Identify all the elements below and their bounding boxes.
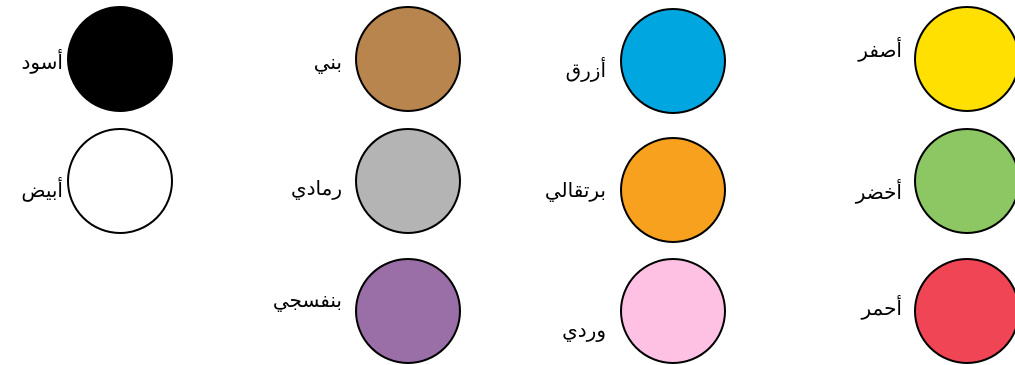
white-label: أبيض — [21, 178, 63, 202]
blue-swatch — [620, 8, 726, 114]
gray-label: رمادي — [290, 176, 342, 200]
green-label: أخضر — [855, 180, 902, 204]
black-label: أسود — [21, 50, 63, 74]
orange-swatch — [620, 137, 726, 243]
red-swatch — [914, 258, 1015, 364]
red-label: أحمر — [861, 296, 902, 320]
pink-swatch — [620, 258, 726, 364]
green-swatch — [914, 128, 1015, 234]
purple-label: بنفسجي — [272, 288, 342, 312]
gray-swatch — [355, 128, 461, 234]
purple-swatch — [355, 258, 461, 364]
orange-label: برتقالي — [544, 178, 606, 202]
black-swatch — [67, 6, 173, 112]
brown-swatch — [355, 6, 461, 112]
blue-label: أزرق — [565, 58, 606, 82]
brown-label: بني — [313, 50, 342, 74]
yellow-label: أصفر — [858, 38, 902, 62]
yellow-swatch — [914, 6, 1015, 112]
pink-label: وردي — [562, 318, 606, 342]
white-swatch — [67, 128, 173, 234]
